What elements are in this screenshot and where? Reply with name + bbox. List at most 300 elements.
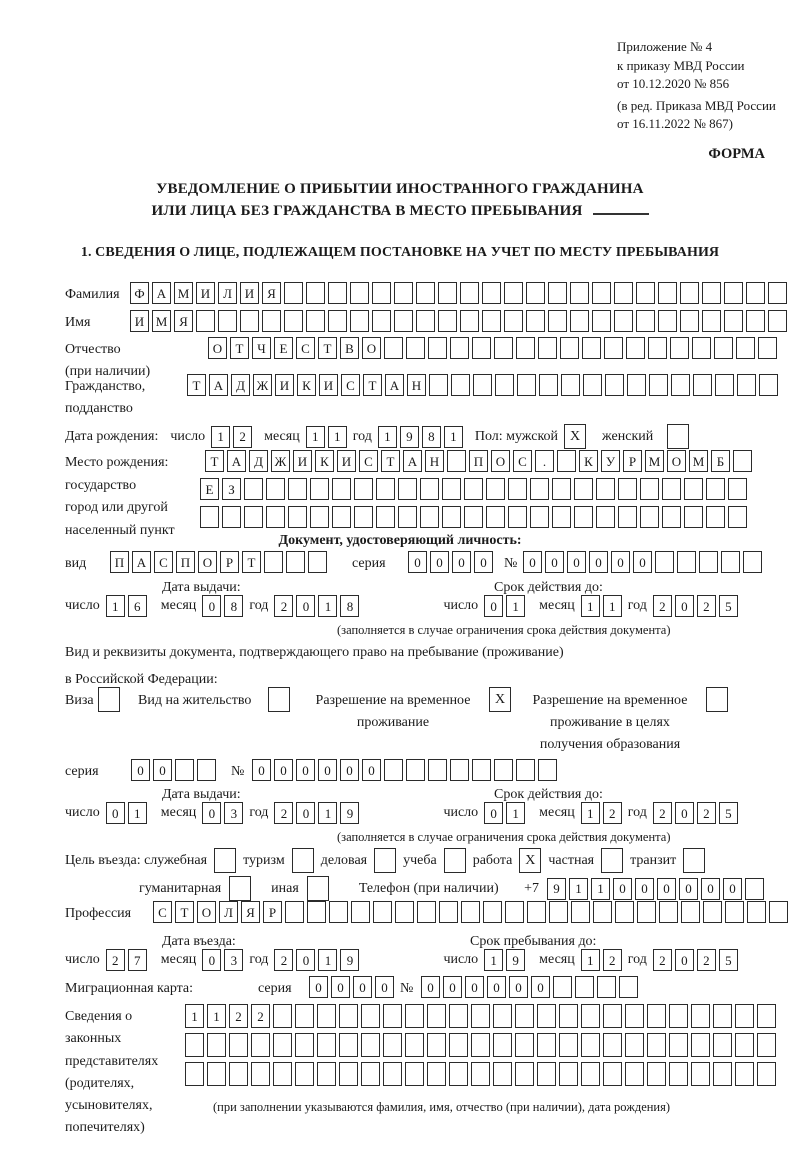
char-cell[interactable]	[439, 901, 458, 923]
char-cell[interactable]: 0	[523, 551, 542, 573]
birthplace-cells-row1[interactable]	[205, 450, 752, 472]
char-cell[interactable]: 0	[657, 878, 676, 900]
char-cell[interactable]	[769, 901, 788, 923]
char-cell[interactable]: И	[319, 374, 338, 396]
char-cell[interactable]: У	[601, 450, 620, 472]
char-cell[interactable]	[394, 282, 413, 304]
char-cell[interactable]	[494, 759, 513, 781]
res-valid-day-cells[interactable]	[484, 802, 525, 824]
char-cell[interactable]: 0	[274, 759, 293, 781]
temp-residence-checkbox[interactable]: X	[489, 687, 511, 712]
char-cell[interactable]	[317, 1004, 336, 1028]
char-cell[interactable]	[361, 1033, 380, 1057]
char-cell[interactable]: 0	[202, 595, 221, 617]
char-cell[interactable]	[603, 1033, 622, 1057]
char-cell[interactable]	[713, 1004, 732, 1028]
sex-female-checkbox[interactable]	[667, 424, 689, 449]
citizenship-cells[interactable]	[187, 374, 778, 396]
char-cell[interactable]: И	[240, 282, 259, 304]
char-cell[interactable]	[471, 1062, 490, 1086]
char-cell[interactable]	[229, 1062, 248, 1086]
char-cell[interactable]	[284, 310, 303, 332]
char-cell[interactable]: Е	[200, 478, 219, 500]
char-cell[interactable]: 8	[422, 426, 441, 448]
char-cell[interactable]: И	[196, 282, 215, 304]
entry-month-cells[interactable]	[202, 949, 243, 971]
res-issue-year-cells[interactable]	[274, 802, 359, 824]
char-cell[interactable]: 0	[296, 949, 315, 971]
char-cell[interactable]: О	[362, 337, 381, 359]
char-cell[interactable]	[429, 374, 448, 396]
char-cell[interactable]: Ж	[271, 450, 290, 472]
char-cell[interactable]: 1	[318, 595, 337, 617]
char-cell[interactable]	[593, 901, 612, 923]
char-cell[interactable]	[592, 310, 611, 332]
char-cell[interactable]	[618, 506, 637, 528]
mig-number-cells[interactable]	[421, 976, 638, 998]
char-cell[interactable]	[582, 337, 601, 359]
char-cell[interactable]: 0	[375, 976, 394, 998]
char-cell[interactable]: Л	[218, 282, 237, 304]
char-cell[interactable]	[420, 478, 439, 500]
char-cell[interactable]: Б	[711, 450, 730, 472]
char-cell[interactable]	[605, 374, 624, 396]
char-cell[interactable]	[332, 506, 351, 528]
char-cell[interactable]	[266, 478, 285, 500]
char-cell[interactable]: 2	[251, 1004, 270, 1028]
char-cell[interactable]	[516, 759, 535, 781]
char-cell[interactable]	[406, 759, 425, 781]
char-cell[interactable]: 0	[452, 551, 471, 573]
char-cell[interactable]: М	[152, 310, 171, 332]
char-cell[interactable]	[583, 374, 602, 396]
char-cell[interactable]	[473, 374, 492, 396]
char-cell[interactable]: Я	[241, 901, 260, 923]
char-cell[interactable]: М	[174, 282, 193, 304]
char-cell[interactable]	[745, 878, 764, 900]
char-cell[interactable]: 0	[340, 759, 359, 781]
char-cell[interactable]: 9	[506, 949, 525, 971]
char-cell[interactable]	[427, 1062, 446, 1086]
char-cell[interactable]	[464, 478, 483, 500]
char-cell[interactable]	[614, 310, 633, 332]
char-cell[interactable]	[383, 1033, 402, 1057]
doc-issue-year-cells[interactable]	[274, 595, 359, 617]
birth-year-cells[interactable]	[378, 426, 463, 448]
char-cell[interactable]: Р	[623, 450, 642, 472]
char-cell[interactable]	[286, 551, 305, 573]
res-valid-year-cells[interactable]	[653, 802, 738, 824]
char-cell[interactable]	[706, 478, 725, 500]
char-cell[interactable]	[504, 310, 523, 332]
purpose-private-checkbox[interactable]	[601, 848, 623, 873]
char-cell[interactable]: Т	[230, 337, 249, 359]
char-cell[interactable]	[647, 1062, 666, 1086]
char-cell[interactable]: С	[513, 450, 532, 472]
char-cell[interactable]	[494, 337, 513, 359]
char-cell[interactable]	[658, 310, 677, 332]
char-cell[interactable]: А	[152, 282, 171, 304]
char-cell[interactable]: 0	[613, 878, 632, 900]
char-cell[interactable]: 0	[675, 949, 694, 971]
entry-day-cells[interactable]	[106, 949, 147, 971]
char-cell[interactable]: Л	[219, 901, 238, 923]
char-cell[interactable]	[603, 1004, 622, 1028]
char-cell[interactable]	[508, 478, 527, 500]
char-cell[interactable]	[746, 282, 765, 304]
char-cell[interactable]	[733, 450, 752, 472]
char-cell[interactable]: Р	[263, 901, 282, 923]
char-cell[interactable]	[405, 1004, 424, 1028]
char-cell[interactable]: 0	[296, 595, 315, 617]
char-cell[interactable]	[295, 1062, 314, 1086]
char-cell[interactable]	[310, 506, 329, 528]
char-cell[interactable]	[575, 976, 594, 998]
char-cell[interactable]	[361, 1004, 380, 1028]
char-cell[interactable]	[486, 478, 505, 500]
char-cell[interactable]: 0	[153, 759, 172, 781]
char-cell[interactable]	[416, 282, 435, 304]
char-cell[interactable]: 9	[340, 802, 359, 824]
char-cell[interactable]	[757, 1062, 776, 1086]
char-cell[interactable]	[728, 506, 747, 528]
char-cell[interactable]	[706, 506, 725, 528]
doc-series-cells[interactable]	[408, 551, 493, 573]
legal-reps-cells-row3[interactable]	[185, 1062, 776, 1086]
char-cell[interactable]	[493, 1033, 512, 1057]
char-cell[interactable]	[244, 506, 263, 528]
char-cell[interactable]	[570, 310, 589, 332]
char-cell[interactable]: О	[491, 450, 510, 472]
char-cell[interactable]	[376, 478, 395, 500]
char-cell[interactable]	[530, 506, 549, 528]
char-cell[interactable]	[684, 506, 703, 528]
char-cell[interactable]	[240, 310, 259, 332]
char-cell[interactable]	[702, 310, 721, 332]
char-cell[interactable]	[574, 506, 593, 528]
char-cell[interactable]	[647, 1033, 666, 1057]
char-cell[interactable]: Е	[274, 337, 293, 359]
purpose-work-checkbox[interactable]: X	[519, 848, 541, 873]
purpose-tourism-checkbox[interactable]	[292, 848, 314, 873]
char-cell[interactable]	[508, 506, 527, 528]
char-cell[interactable]	[659, 901, 678, 923]
char-cell[interactable]	[768, 282, 787, 304]
char-cell[interactable]	[549, 901, 568, 923]
char-cell[interactable]: 0	[679, 878, 698, 900]
residence-permit-checkbox[interactable]	[268, 687, 290, 712]
char-cell[interactable]: 0	[430, 551, 449, 573]
char-cell[interactable]: 0	[675, 595, 694, 617]
char-cell[interactable]	[647, 1004, 666, 1028]
char-cell[interactable]	[351, 901, 370, 923]
sex-male-checkbox[interactable]: X	[564, 424, 586, 449]
char-cell[interactable]	[680, 282, 699, 304]
patronymic-cells[interactable]	[208, 337, 777, 359]
char-cell[interactable]	[648, 337, 667, 359]
char-cell[interactable]	[339, 1004, 358, 1028]
char-cell[interactable]	[285, 901, 304, 923]
char-cell[interactable]: В	[340, 337, 359, 359]
char-cell[interactable]: Т	[318, 337, 337, 359]
legal-reps-cells-row1[interactable]	[185, 1004, 776, 1028]
char-cell[interactable]: С	[153, 901, 172, 923]
char-cell[interactable]	[552, 506, 571, 528]
char-cell[interactable]	[218, 310, 237, 332]
char-cell[interactable]: 5	[719, 595, 738, 617]
char-cell[interactable]	[677, 551, 696, 573]
char-cell[interactable]: 0	[701, 878, 720, 900]
char-cell[interactable]	[758, 337, 777, 359]
char-cell[interactable]	[581, 1033, 600, 1057]
char-cell[interactable]	[714, 337, 733, 359]
char-cell[interactable]: 2	[229, 1004, 248, 1028]
entry-year-cells[interactable]	[274, 949, 359, 971]
char-cell[interactable]: Я	[262, 282, 281, 304]
char-cell[interactable]	[328, 310, 347, 332]
char-cell[interactable]	[604, 337, 623, 359]
char-cell[interactable]	[559, 1062, 578, 1086]
char-cell[interactable]	[222, 506, 241, 528]
char-cell[interactable]	[482, 282, 501, 304]
char-cell[interactable]	[747, 901, 766, 923]
char-cell[interactable]	[495, 374, 514, 396]
char-cell[interactable]	[592, 282, 611, 304]
char-cell[interactable]	[406, 337, 425, 359]
char-cell[interactable]: 0	[611, 551, 630, 573]
char-cell[interactable]	[515, 1004, 534, 1028]
char-cell[interactable]	[596, 478, 615, 500]
surname-cells[interactable]	[130, 282, 787, 304]
char-cell[interactable]	[464, 506, 483, 528]
doc-issue-day-cells[interactable]	[106, 595, 147, 617]
char-cell[interactable]	[640, 506, 659, 528]
char-cell[interactable]	[619, 976, 638, 998]
char-cell[interactable]	[649, 374, 668, 396]
char-cell[interactable]	[662, 506, 681, 528]
char-cell[interactable]	[339, 1062, 358, 1086]
char-cell[interactable]: М	[645, 450, 664, 472]
char-cell[interactable]: 1	[581, 802, 600, 824]
char-cell[interactable]	[561, 374, 580, 396]
char-cell[interactable]	[768, 310, 787, 332]
char-cell[interactable]	[450, 759, 469, 781]
char-cell[interactable]	[636, 282, 655, 304]
char-cell[interactable]: 0	[723, 878, 742, 900]
char-cell[interactable]	[702, 282, 721, 304]
char-cell[interactable]: 2	[603, 802, 622, 824]
char-cell[interactable]	[376, 506, 395, 528]
char-cell[interactable]: К	[315, 450, 334, 472]
char-cell[interactable]	[483, 901, 502, 923]
char-cell[interactable]	[669, 1004, 688, 1028]
char-cell[interactable]: 1	[444, 426, 463, 448]
phone-cells[interactable]	[547, 878, 764, 900]
char-cell[interactable]: Т	[187, 374, 206, 396]
char-cell[interactable]: 9	[547, 878, 566, 900]
char-cell[interactable]: 0	[106, 802, 125, 824]
visa-checkbox[interactable]	[98, 687, 120, 712]
char-cell[interactable]	[581, 1004, 600, 1028]
char-cell[interactable]	[438, 310, 457, 332]
char-cell[interactable]: Д	[231, 374, 250, 396]
char-cell[interactable]: 0	[675, 802, 694, 824]
char-cell[interactable]: 1	[591, 878, 610, 900]
char-cell[interactable]: 6	[128, 595, 147, 617]
char-cell[interactable]: И	[275, 374, 294, 396]
char-cell[interactable]	[548, 282, 567, 304]
char-cell[interactable]: 2	[697, 595, 716, 617]
char-cell[interactable]	[537, 1004, 556, 1028]
char-cell[interactable]: 1	[318, 802, 337, 824]
purpose-official-checkbox[interactable]	[214, 848, 236, 873]
char-cell[interactable]	[244, 478, 263, 500]
char-cell[interactable]: А	[403, 450, 422, 472]
char-cell[interactable]	[505, 901, 524, 923]
char-cell[interactable]: 0	[487, 976, 506, 998]
char-cell[interactable]	[625, 1033, 644, 1057]
char-cell[interactable]	[746, 310, 765, 332]
char-cell[interactable]: 1	[506, 802, 525, 824]
doc-kind-cells[interactable]	[110, 551, 327, 573]
char-cell[interactable]: Ж	[253, 374, 272, 396]
char-cell[interactable]: 0	[567, 551, 586, 573]
char-cell[interactable]: 0	[443, 976, 462, 998]
res-issue-month-cells[interactable]	[202, 802, 243, 824]
char-cell[interactable]	[398, 506, 417, 528]
char-cell[interactable]: 1	[603, 595, 622, 617]
char-cell[interactable]	[537, 1033, 556, 1057]
char-cell[interactable]: 1	[185, 1004, 204, 1028]
purpose-transit-checkbox[interactable]	[683, 848, 705, 873]
char-cell[interactable]	[308, 551, 327, 573]
char-cell[interactable]	[295, 1033, 314, 1057]
char-cell[interactable]	[442, 478, 461, 500]
birthplace-cells-row3[interactable]	[200, 506, 747, 528]
stay-year-cells[interactable]	[653, 949, 738, 971]
char-cell[interactable]: 0	[465, 976, 484, 998]
char-cell[interactable]	[438, 282, 457, 304]
char-cell[interactable]: М	[689, 450, 708, 472]
char-cell[interactable]	[328, 282, 347, 304]
char-cell[interactable]	[713, 1062, 732, 1086]
char-cell[interactable]: 1	[581, 949, 600, 971]
char-cell[interactable]	[317, 1033, 336, 1057]
char-cell[interactable]: 2	[697, 802, 716, 824]
char-cell[interactable]	[482, 310, 501, 332]
char-cell[interactable]	[553, 976, 572, 998]
char-cell[interactable]	[288, 506, 307, 528]
char-cell[interactable]: И	[130, 310, 149, 332]
char-cell[interactable]	[581, 1062, 600, 1086]
char-cell[interactable]: 0	[474, 551, 493, 573]
char-cell[interactable]	[273, 1062, 292, 1086]
char-cell[interactable]	[384, 759, 403, 781]
char-cell[interactable]: 9	[400, 426, 419, 448]
char-cell[interactable]	[447, 450, 466, 472]
res-number-cells[interactable]	[252, 759, 557, 781]
char-cell[interactable]	[517, 374, 536, 396]
char-cell[interactable]: 2	[653, 949, 672, 971]
char-cell[interactable]: 2	[274, 949, 293, 971]
char-cell[interactable]: 0	[318, 759, 337, 781]
char-cell[interactable]	[538, 337, 557, 359]
char-cell[interactable]	[460, 310, 479, 332]
char-cell[interactable]: 2	[653, 802, 672, 824]
char-cell[interactable]	[725, 901, 744, 923]
char-cell[interactable]	[354, 478, 373, 500]
char-cell[interactable]	[339, 1033, 358, 1057]
char-cell[interactable]: 1	[318, 949, 337, 971]
char-cell[interactable]: 9	[340, 949, 359, 971]
doc-issue-month-cells[interactable]	[202, 595, 243, 617]
stay-month-cells[interactable]	[581, 949, 622, 971]
char-cell[interactable]: .	[535, 450, 554, 472]
char-cell[interactable]	[310, 478, 329, 500]
char-cell[interactable]	[451, 374, 470, 396]
char-cell[interactable]	[743, 551, 762, 573]
char-cell[interactable]	[724, 310, 743, 332]
char-cell[interactable]: Т	[381, 450, 400, 472]
char-cell[interactable]	[420, 506, 439, 528]
stay-day-cells[interactable]	[484, 949, 525, 971]
char-cell[interactable]	[251, 1062, 270, 1086]
birth-month-cells[interactable]	[306, 426, 347, 448]
char-cell[interactable]	[597, 976, 616, 998]
char-cell[interactable]	[548, 310, 567, 332]
char-cell[interactable]: 0	[353, 976, 372, 998]
char-cell[interactable]: 1	[506, 595, 525, 617]
char-cell[interactable]: П	[469, 450, 488, 472]
char-cell[interactable]	[428, 759, 447, 781]
char-cell[interactable]	[262, 310, 281, 332]
char-cell[interactable]: 1	[484, 949, 503, 971]
char-cell[interactable]: 0	[202, 949, 221, 971]
char-cell[interactable]	[504, 282, 523, 304]
char-cell[interactable]: 0	[633, 551, 652, 573]
char-cell[interactable]	[625, 1004, 644, 1028]
char-cell[interactable]	[759, 374, 778, 396]
char-cell[interactable]	[560, 337, 579, 359]
char-cell[interactable]: 0	[331, 976, 350, 998]
char-cell[interactable]	[515, 1033, 534, 1057]
char-cell[interactable]	[394, 310, 413, 332]
birth-day-cells[interactable]	[211, 426, 252, 448]
char-cell[interactable]: А	[209, 374, 228, 396]
char-cell[interactable]	[603, 1062, 622, 1086]
char-cell[interactable]: Т	[242, 551, 261, 573]
char-cell[interactable]	[317, 1062, 336, 1086]
char-cell[interactable]	[332, 478, 351, 500]
char-cell[interactable]: 1	[328, 426, 347, 448]
char-cell[interactable]	[670, 337, 689, 359]
char-cell[interactable]	[552, 478, 571, 500]
char-cell[interactable]	[251, 1033, 270, 1057]
char-cell[interactable]: 8	[224, 595, 243, 617]
char-cell[interactable]	[684, 478, 703, 500]
purpose-business-checkbox[interactable]	[374, 848, 396, 873]
char-cell[interactable]	[405, 1033, 424, 1057]
char-cell[interactable]: 0	[131, 759, 150, 781]
char-cell[interactable]	[229, 1033, 248, 1057]
char-cell[interactable]: 0	[296, 802, 315, 824]
char-cell[interactable]	[693, 374, 712, 396]
char-cell[interactable]	[669, 1033, 688, 1057]
char-cell[interactable]	[284, 282, 303, 304]
char-cell[interactable]: Т	[363, 374, 382, 396]
char-cell[interactable]	[703, 901, 722, 923]
char-cell[interactable]	[350, 282, 369, 304]
